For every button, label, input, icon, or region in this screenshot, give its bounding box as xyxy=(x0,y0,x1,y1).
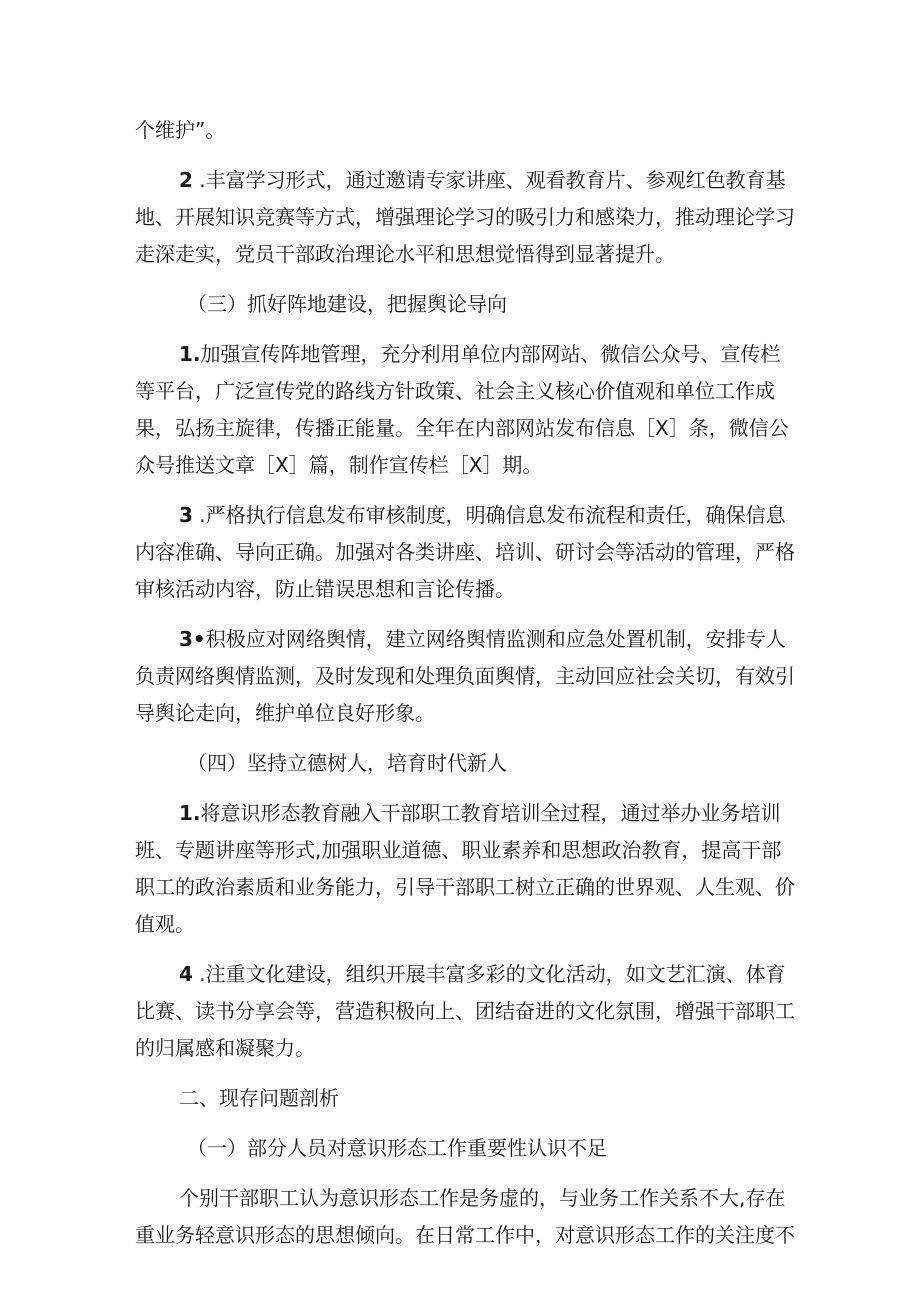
item-number: 2 xyxy=(179,168,193,192)
paragraph-text: 个维护”。 xyxy=(135,118,226,142)
section-heading xyxy=(135,745,795,782)
item-number: 1. xyxy=(179,342,201,366)
paragraph-text: 个别干部职工认为意识形态工作是务虚的，与业务工作关系不大,存在重业务轻意识形态的思想倾向。在日常工作中，对意识形态工作的关注度不 xyxy=(135,1186,795,1247)
paragraph-text: .丰富学习形式，通过邀请专家讲座、观看教育片、参观红色教育基地、开展知识竞赛等方式，增强理论学习的吸引力和感染力，推动理论学习走深走实，党员干部政治理论水平和思想觉悟得到显著提升。 xyxy=(135,168,795,266)
heading-text: 二、现存问题剖析 xyxy=(179,1086,339,1110)
paragraph-text: .注重文化建设，组织开展丰富多彩的文化活动，如文艺汇演、体育比赛、读书分享会等，营造积极向上、团结奋进的文化氛围，增强干部职工的归属感和凝聚力。 xyxy=(135,962,795,1060)
list-item xyxy=(135,162,795,273)
heading-text: （一）部分人员对意识形态工作重要性认识不足 xyxy=(187,1136,607,1160)
list-item xyxy=(135,621,795,732)
document-body xyxy=(135,112,795,1254)
item-number: 3• xyxy=(179,627,206,651)
list-item xyxy=(135,956,795,1067)
list-item xyxy=(135,497,795,608)
paragraph-continuation xyxy=(135,112,795,149)
body-paragraph xyxy=(135,1180,795,1254)
heading-text: （四）坚持立德树人，培育时代新人 xyxy=(187,751,507,775)
chapter-heading xyxy=(135,1080,795,1117)
list-item xyxy=(135,336,795,484)
section-heading xyxy=(135,1130,795,1167)
item-number: 4 xyxy=(179,962,193,986)
item-number: 3 xyxy=(179,503,193,527)
heading-text: （三）抓好阵地建设，把握舆论导向 xyxy=(187,292,507,316)
item-number: 1. xyxy=(179,801,201,825)
paragraph-text: 将意识形态教育融入干部职工教育培训全过程，通过举办业务培训班、专题讲座等形式,加强职业道德、职业素养和思想政治教育，提高干部职工的政治素质和业务能力，引导干部职工树立正确的世界观、人生观、价值观。 xyxy=(135,801,795,936)
paragraph-text: .严格执行信息发布审核制度，明确信息发布流程和责任，确保信息内容准确、导向正确。加强对各类讲座、培训、研讨会等活动的管理，严格审核活动内容，防止错误思想和言论传播。 xyxy=(135,503,795,601)
list-item xyxy=(135,795,795,943)
section-heading xyxy=(135,286,795,323)
paragraph-text: 加强宣传阵地管理，充分利用单位内部网站、微信公众号、宣传栏等平台，广泛宣传党的路线方针政策、社会主义核心价值观和单位工作成果，弘扬主旋律，传播正能量。全年在内部网站发布信息［X］条，微信公众号推送文章［X］篇，制作宣传栏［X］期。 xyxy=(135,342,789,477)
paragraph-text: 积极应对网络舆情，建立网络舆情监测和应急处置机制，安排专人负责网络舆情监测，及时发现和处理负面舆情，主动回应社会关切，有效引导舆论走向，维护单位良好形象。 xyxy=(135,627,795,725)
